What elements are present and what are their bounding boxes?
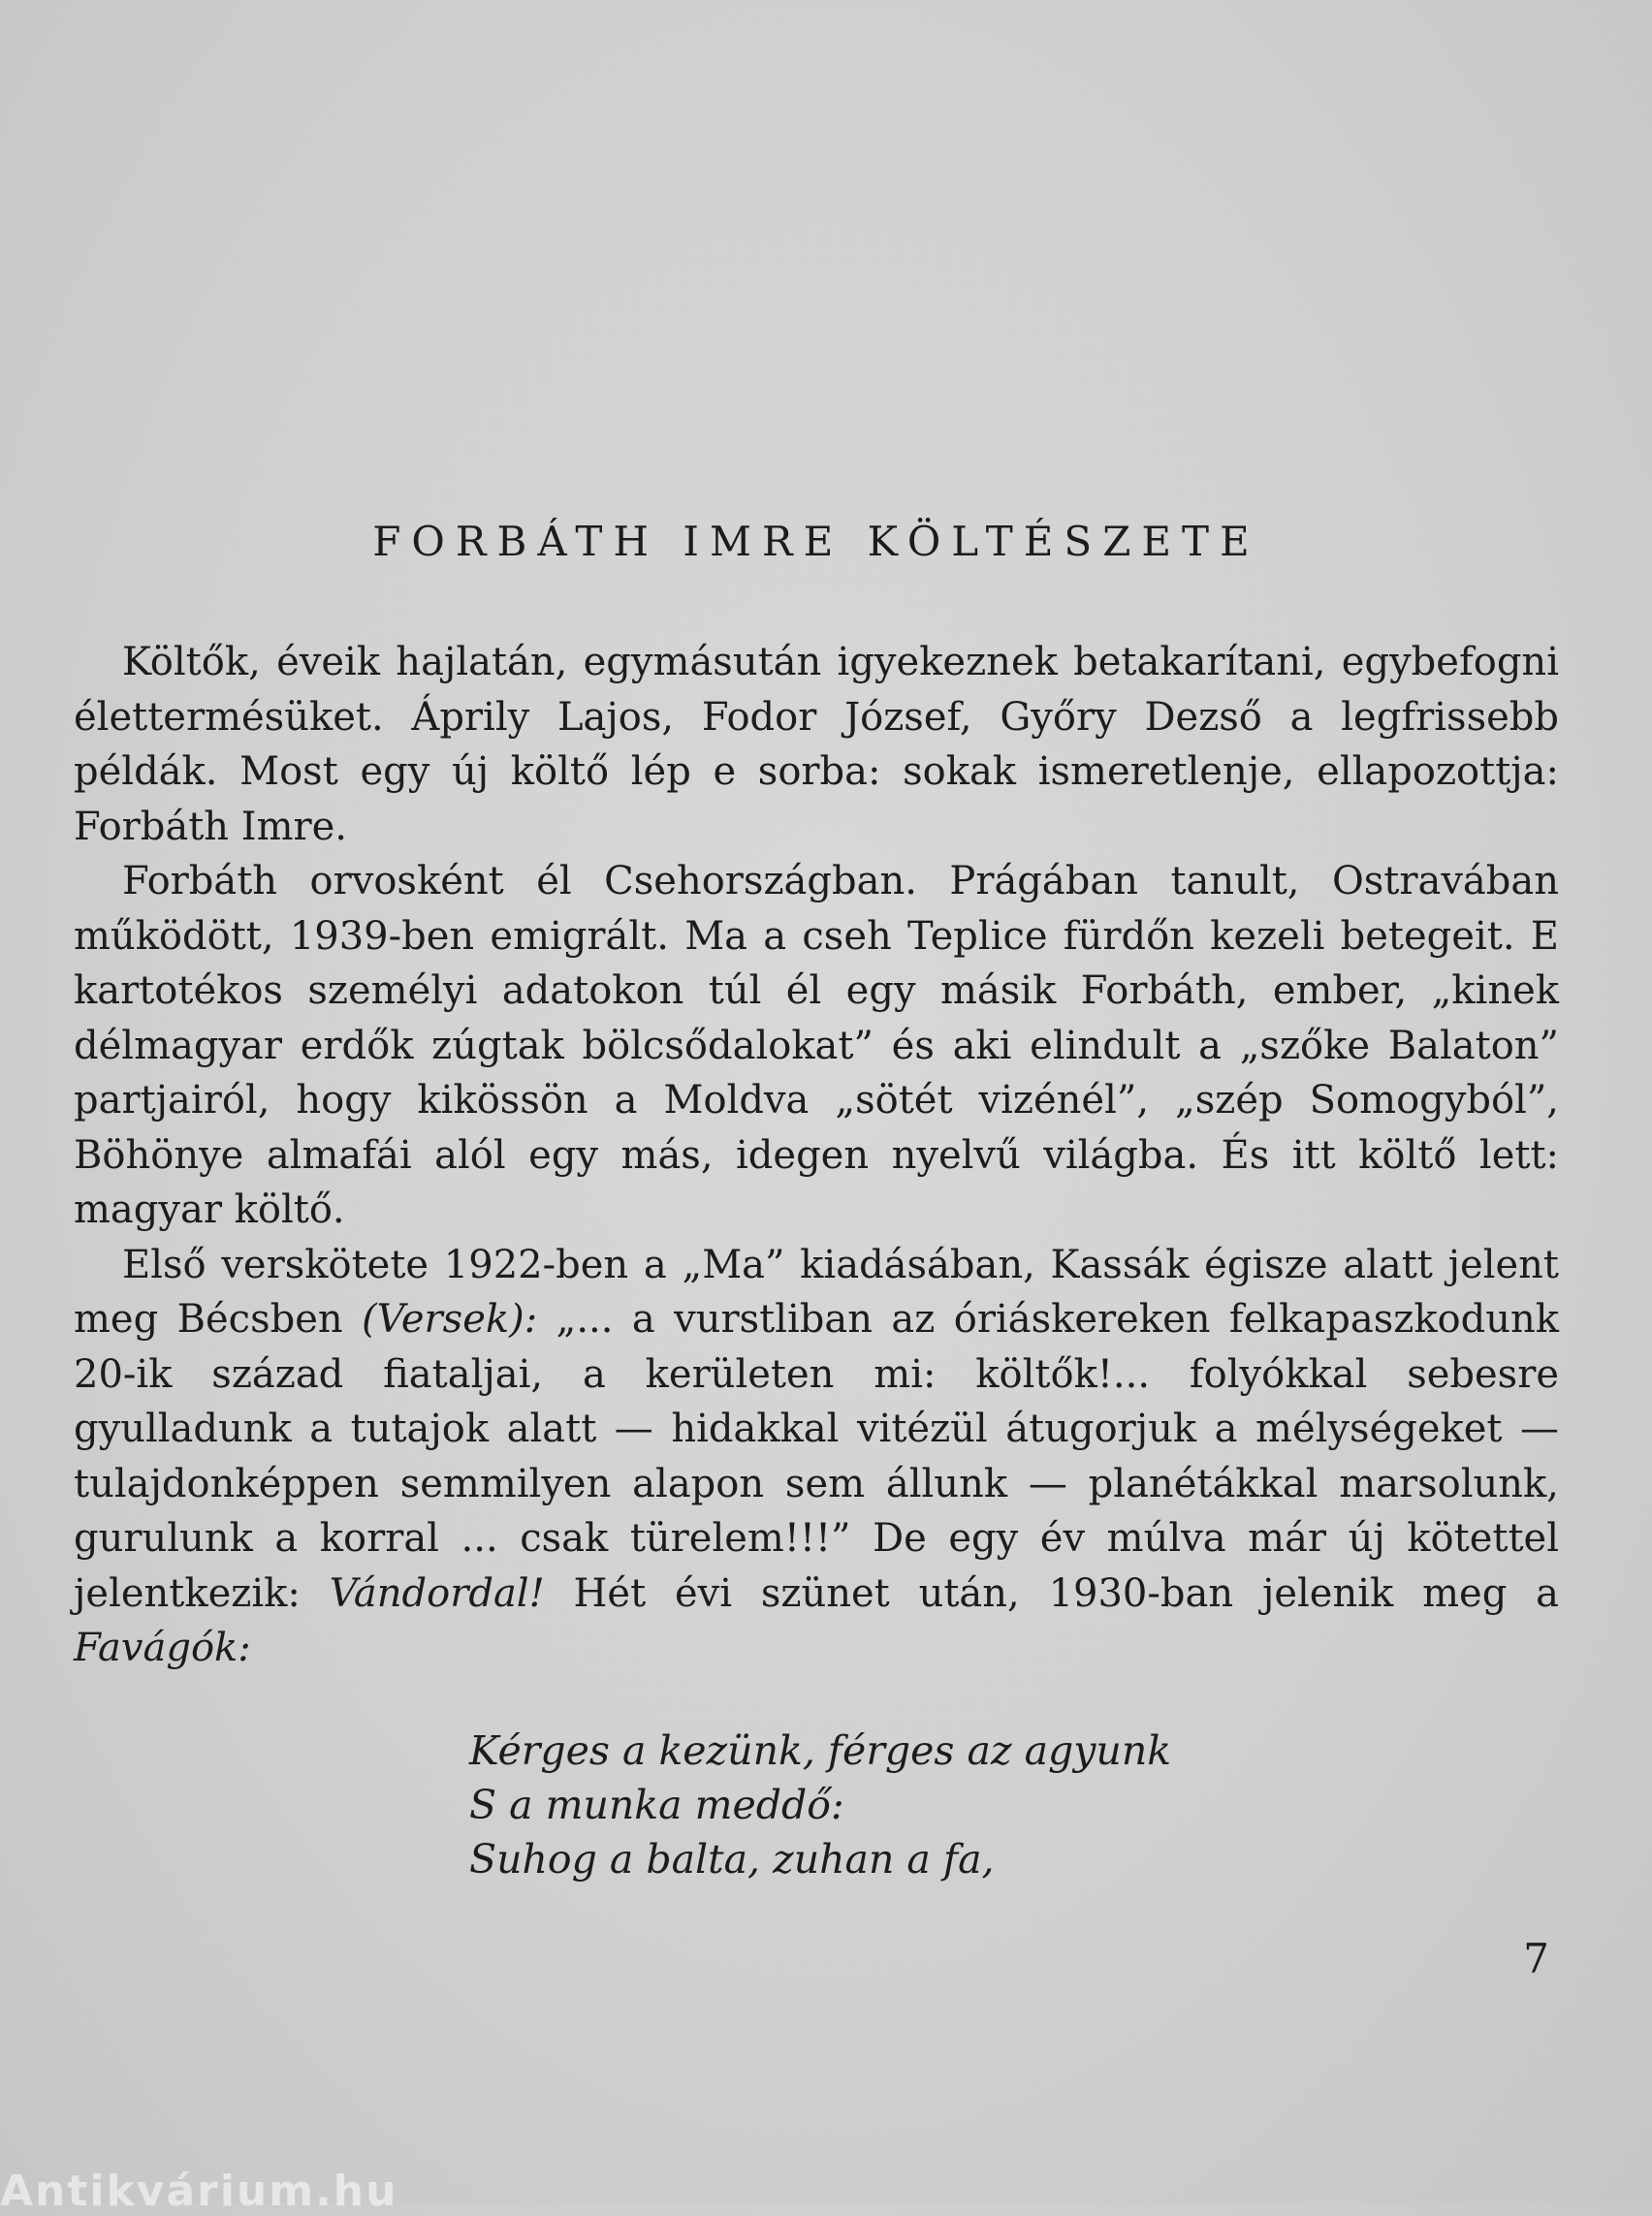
italic-title-run: Vándordal! [329, 1570, 545, 1616]
body-text [74, 635, 1559, 1676]
book-page [74, 0, 1559, 2202]
text-run: Első verskötete 1922-ben a „Ma” kiadásában, Kassák égisze alatt jelent meg Bécsben [74, 1242, 1559, 1342]
paragraph [74, 635, 1559, 854]
watermark: Antikvárium.hu [0, 2167, 398, 2216]
poem-line: S a munka meddő: [469, 1782, 844, 1828]
italic-title-run: (Versek): [362, 1297, 538, 1342]
text-run: Forbáth orvosként él Csehországban. Prágában tanult, Ostravában működött, 1939-ben emigrált. Ma a cseh Teplice fürdőn kezeli betegeit. E kartotékos személyi adatokon túl él egy másik Forbáth, ember, „kinek délmagyar erdők zúgtak bölcsődalokat” és aki elindult a „szőke Balaton” partjairól, hogy kikössön a Moldva „sötét vizénél”, „szép Somogyból”, Böhönye almafái alól egy más, idegen nyelvű világba. És itt költő lett: magyar költő. [74, 859, 1559, 1232]
poem-line: Suhog a balta, zuhan a fa, [469, 1836, 995, 1883]
poem-excerpt [469, 1724, 1439, 1886]
text-run: Költők, éveik hajlatán, egymásután igyekeznek betakarítani, egybefogni élettermésüket. Áprily Lajos, Fodor József, Győry Dezső a legfrissebb példák. Most egy új költő lép e sorba: sokak ismeretlenje, ellapozottja: Forbáth Imre. [74, 640, 1559, 849]
page-number: 7 [1523, 1935, 1549, 1982]
paragraph [74, 854, 1559, 1238]
poem-line: Kérges a kezünk, férges az agyunk [469, 1727, 1172, 1774]
text-run: Hét évi szünet után, 1930-ban jelenik meg a [544, 1570, 1559, 1616]
text-run: „... a vurstliban az óriáskereken felkapaszkodunk 20-ik század fiataljai, a kerületen mi: költők!... folyókkal sebesre gyulladunk a tutajok alatt — hidakkal vitézül átugorjuk a mélységeket — tulajdonképpen semmilyen alapon sem állunk — planétákkal marsolunk, gurulunk a korral ... csak türelem!!!” De egy év múlva már új kötettel jelentkezik: [74, 1297, 1560, 1616]
paragraph [74, 1238, 1559, 1676]
italic-title-run: Favágók: [74, 1626, 251, 1670]
chapter-title: FORBÁTH IMRE KÖLTÉSZETE [372, 518, 1260, 565]
